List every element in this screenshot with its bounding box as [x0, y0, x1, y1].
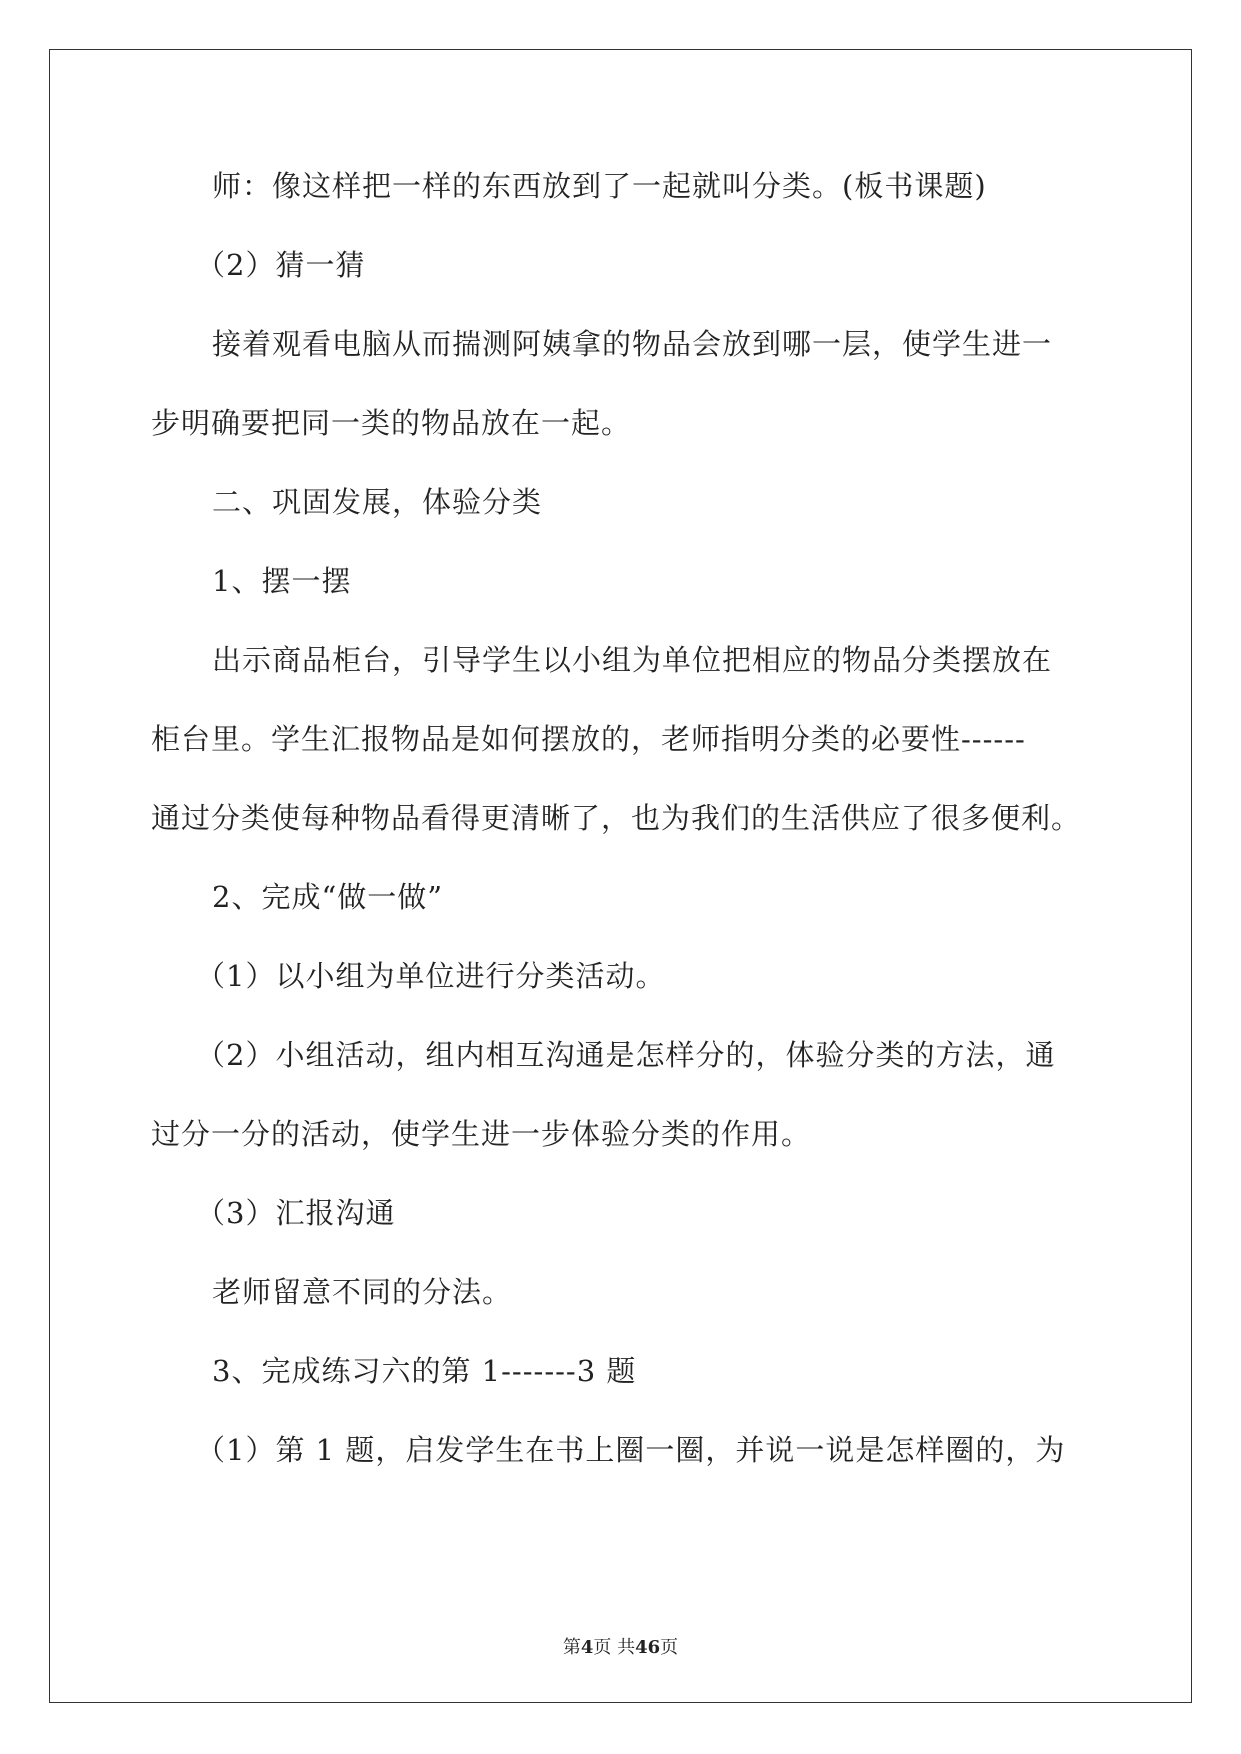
- item-exercise-six: 3、完成练习六的第 1-------3 题: [212, 1354, 637, 1388]
- paragraph-show-counter-cont1: 柜台里。学生汇报物品是如何摆放的，老师指明分类的必要性------: [151, 722, 1026, 756]
- paragraph-show-counter-cont2: 通过分类使每种物品看得更清晰了，也为我们的生活供应了很多便利。: [151, 801, 1082, 835]
- paragraph-watch-computer: 接着观看电脑从而揣测阿姨拿的物品会放到哪一层，使学生进一: [212, 327, 1053, 361]
- paragraph-report: （3）汇报沟通: [196, 1196, 396, 1230]
- paragraph-show-counter: 出示商品柜台，引导学生以小组为单位把相应的物品分类摆放在: [212, 643, 1053, 677]
- footer-suffix: 页: [660, 1637, 679, 1658]
- paragraph-teacher-notice: 老师留意不同的分法。: [212, 1275, 513, 1309]
- paragraph-group-communicate-cont: 过分一分的活动，使学生进一步体验分类的作用。: [151, 1117, 812, 1151]
- footer-prefix: 第: [562, 1637, 581, 1658]
- paragraph-guess: （2）猜一猜: [196, 248, 366, 282]
- footer-page-number: 4: [580, 1637, 594, 1658]
- section-heading-consolidate: 二、巩固发展，体验分类: [212, 485, 543, 519]
- paragraph-watch-computer-cont: 步明确要把同一类的物品放在一起。: [151, 406, 632, 440]
- paragraph-teacher-line: 师：像这样把一样的东西放到了一起就叫分类。(板书课题): [212, 169, 987, 203]
- item-arrange: 1、摆一摆: [212, 564, 352, 598]
- footer-mid: 页 共: [593, 1637, 636, 1658]
- paragraph-question-one: （1）第 1 题，启发学生在书上圈一圈，并说一说是怎样圈的，为: [196, 1433, 1066, 1467]
- item-complete-do: 2、完成“做一做”: [212, 880, 444, 914]
- paragraph-group-communicate: （2）小组活动，组内相互沟通是怎样分的，体验分类的方法，通: [196, 1038, 1056, 1072]
- footer-total-pages: 46: [635, 1637, 661, 1658]
- paragraph-group-activity: （1）以小组为单位进行分类活动。: [196, 959, 666, 993]
- page-footer: [0, 1633, 1241, 1659]
